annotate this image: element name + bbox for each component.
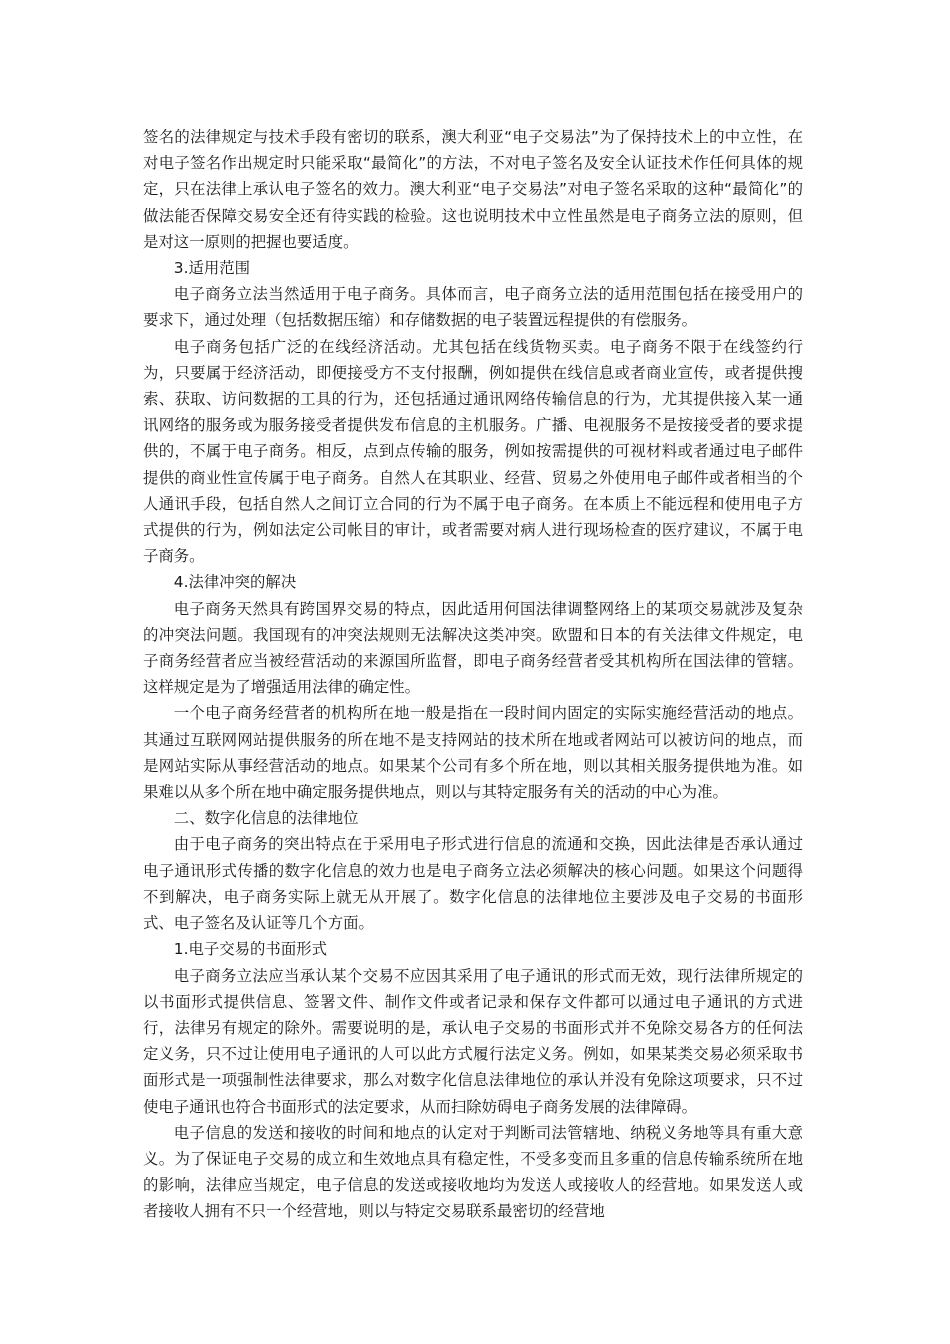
paragraph: 电子商务立法应当承认某个交易不应因其采用了电子通讯的形式而无效，现行法律所规定的以书面形式提供信息、签署文件、制作文件或者记录和保存文件都可以通过电子通讯的方式进行，法律另有规定的除外。需要说明的是，承认电子交易的书面形式并不免除交易各方的任何法定义务，只不过让使用电子通讯的人可以此方式履行法定义务。例如，如果某类交易必须采取书面形式是一项强制性法律要求，那么对数字化信息法律地位的承认并没有免除这项要求，只不过使电子通讯也符合书面形式的法定要求，从而扫除妨碍电子商务发展的法律障碍。: [143, 966, 803, 1116]
paragraph-continued: 签名的法律规定与技术手段有密切的联系，澳大利亚“电子交易法”为了保持技术上的中立性，在对电子签名作出规定时只能采取“最简化”的方法，不对电子签名及安全认证技术作任何具体的规定，只在法律上承认电子签名的效力。澳大利亚“电子交易法”对电子签名采取的这种“最简化”的做法能否保障交易安全还有待实践的检验。这也说明技术中立性虽然是电子商务立法的原则，但是对这一原则的把握也要适度。: [143, 128, 803, 251]
section-heading-digital-info: 二、数字化信息的法律地位: [173, 809, 359, 828]
section-heading-written-form: 1.电子交易的书面形式: [173, 940, 327, 959]
document-page: [143, 124, 803, 1225]
paragraph: 电子商务包括广泛的在线经济活动。尤其包括在线货物买卖。电子商务不限于在线签约行为，只要属于经济活动，即便接受方不支付报酬，例如提供在线信息或者商业宣传，或者提供搜索、获取、访问数据的工具的行为，还包括通过通讯网络传输信息的行为，尤其提供接入某一通讯网络的服务或为服务接受者提供发布信息的主机服务。广播、电视服务不是按接受者的要求提供的，不属于电子商务。相反，点到点传输的服务，例如按需提供的可视材料或者通过电子邮件提供的商业性宣传属于电子商务。自然人在其职业、经营、贸易之外使用电子邮件或者相当的个人通讯手段，包括自然人之间订立合同的行为不属于电子商务。在本质上不能远程和使用电子方式提供的行为，例如法定公司帐目的审计，或者需要对病人进行现场检查的医疗建议，不属于电子商务。: [143, 337, 803, 566]
section-heading-conflict: 4.法律冲突的解决: [173, 573, 297, 592]
paragraph: 电子信息的发送和接收的时间和地点的认定对于判断司法管辖地、纳税义务地等具有重大意义。为了保证电子交易的成立和生效地点具有稳定性，不受多变而且多重的信息传输系统所在地的影响，法律应当规定，电子信息的发送或接收地均为发送人或接收人的经营地。如果发送人或者接收人拥有不只一个经营地，则以与特定交易联系最密切的经营地: [143, 1123, 803, 1221]
paragraph: 由于电子商务的突出特点在于采用电子形式进行信息的流通和交换，因此法律是否承认通过电子通讯形式传播的数字化信息的效力也是电子商务立法必须解决的核心问题。如果这个问题得不到解决，电子商务实际上就无从开展了。数字化信息的法律地位主要涉及电子交易的书面形式、电子签名及认证等几个方面。: [143, 835, 803, 933]
paragraph: 电子商务立法当然适用于电子商务。具体而言，电子商务立法的适用范围包括在接受用户的要求下，通过处理（包括数据压缩）和存储数据的电子装置远程提供的有偿服务。: [143, 285, 803, 330]
paragraph: 一个电子商务经营者的机构所在地一般是指在一段时间内固定的实际实施经营活动的地点。其通过互联网网站提供服务的所在地不是支持网站的技术所在地或者网站可以被访问的地点，而是网站实际从事经营活动的地点。如果某个公司有多个所在地，则以其相关服务提供地为准。如果难以从多个所在地中确定服务提供地点，则以与其特定服务有关的活动的中心为准。: [143, 704, 803, 802]
section-heading-scope: 3.适用范围: [173, 259, 251, 278]
paragraph: 电子商务天然具有跨国界交易的特点，因此适用何国法律调整网络上的某项交易就涉及复杂的冲突法问题。我国现有的冲突法规则无法解决这类冲突。欧盟和日本的有关法律文件规定，电子商务经营者应当被经营活动的来源国所监督，即电子商务经营者受其机构所在国法律的管辖。这样规定是为了增强适用法律的确定性。: [143, 599, 803, 697]
